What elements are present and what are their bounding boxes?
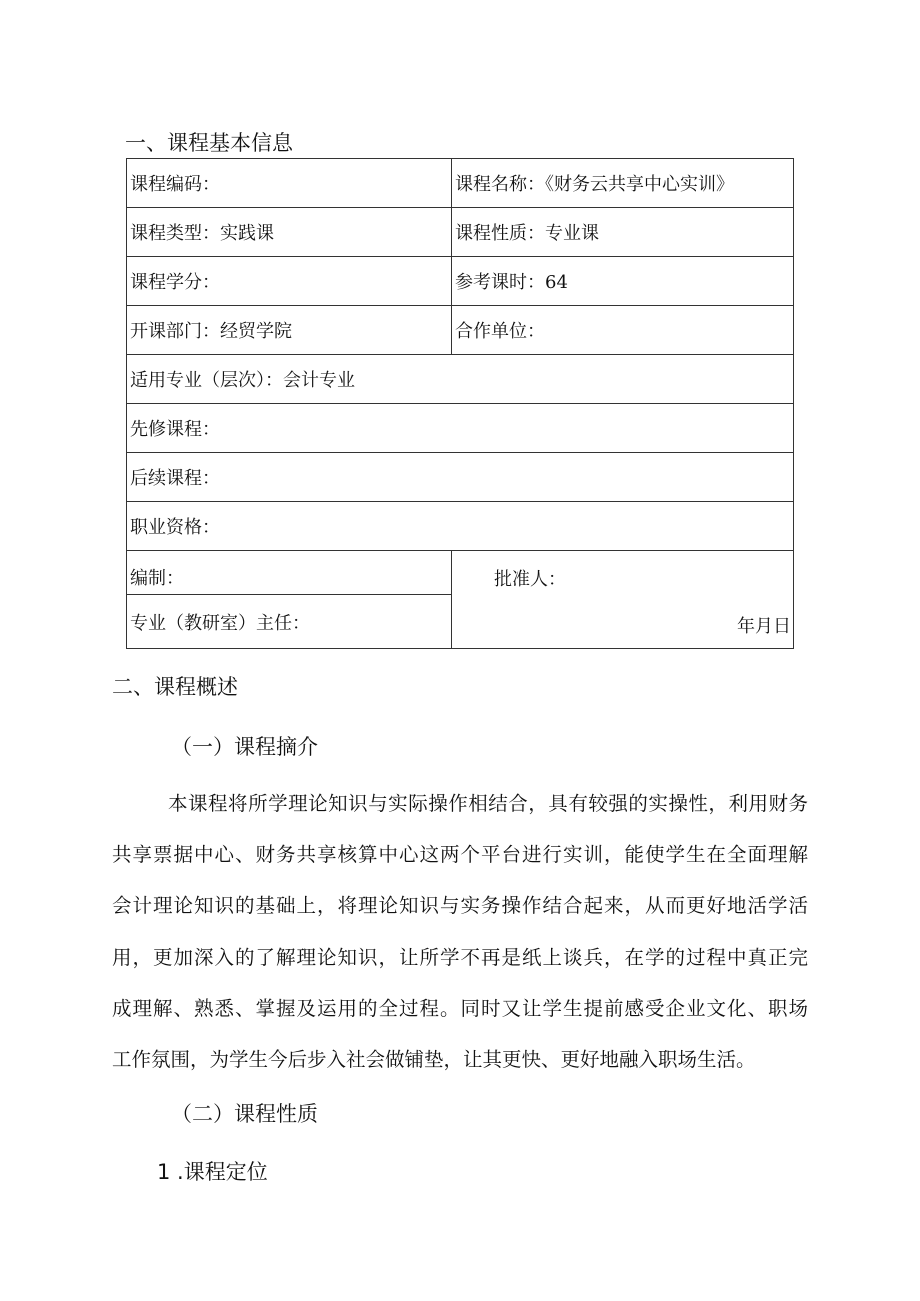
paragraph-line: 本课程将所学理论知识与实际操作相结合，具有较强的实操性，利用财务 <box>168 792 808 815</box>
paragraph-line: 工作氛围，为学生今后步入社会做铺垫，让其更快、更好地融入职场生活。 <box>112 1048 756 1072</box>
section-title-basic-info: 一、课程基本信息 <box>125 131 293 155</box>
paragraph-line: 成理解、熟悉、掌握及运用的全过程。同时又让学生提前感受企业文化、职场 <box>112 996 808 1020</box>
subsection-title-positioning: 1 .课程定位 <box>157 1160 268 1184</box>
course-type-cell: 课程类型：实践课 <box>127 208 452 257</box>
course-code-cell: 课程编码： <box>127 159 452 208</box>
paragraph-line: 会计理论知识的基础上，将理论知识与实务操作结合起来，从而更好地活学活 <box>112 894 808 918</box>
approver-label: 批准人： <box>494 569 566 590</box>
course-name-cell: 课程名称：《财务云共享中心实训》 <box>452 159 794 208</box>
qualification-cell: 职业资格： <box>127 502 794 551</box>
follow-up-cell: 后续课程： <box>127 453 794 502</box>
subsection-title-intro: （一）课程摘介 <box>171 735 318 759</box>
subsection-title-nature: （二）课程性质 <box>171 1102 318 1126</box>
editor-cell: 编制： <box>127 551 452 595</box>
hours-cell: 参考课时：64 <box>452 257 794 306</box>
course-intro-paragraph <box>112 778 808 1085</box>
credits-cell: 课程学分： <box>127 257 452 306</box>
department-cell: 开课部门：经贸学院 <box>127 306 452 355</box>
course-info-table <box>126 158 794 649</box>
paragraph-line: 用，更加深入的了解理论知识，让所学不再是纸上谈兵，在学的过程中真正完 <box>112 945 808 969</box>
major-cell: 适用专业（层次）：会计专业 <box>127 355 794 404</box>
approval-date: 年月日 <box>737 616 791 637</box>
course-nature-cell: 课程性质：专业课 <box>452 208 794 257</box>
prerequisite-cell: 先修课程： <box>127 404 794 453</box>
director-cell: 专业（教研室）主任： <box>127 595 452 649</box>
paragraph-line: 共享票据中心、财务共享核算中心这两个平台进行实训，能使学生在全面理解 <box>112 843 808 867</box>
partner-cell: 合作单位： <box>452 306 794 355</box>
section-title-overview: 二、课程概述 <box>112 675 238 699</box>
approval-cell <box>452 551 794 649</box>
